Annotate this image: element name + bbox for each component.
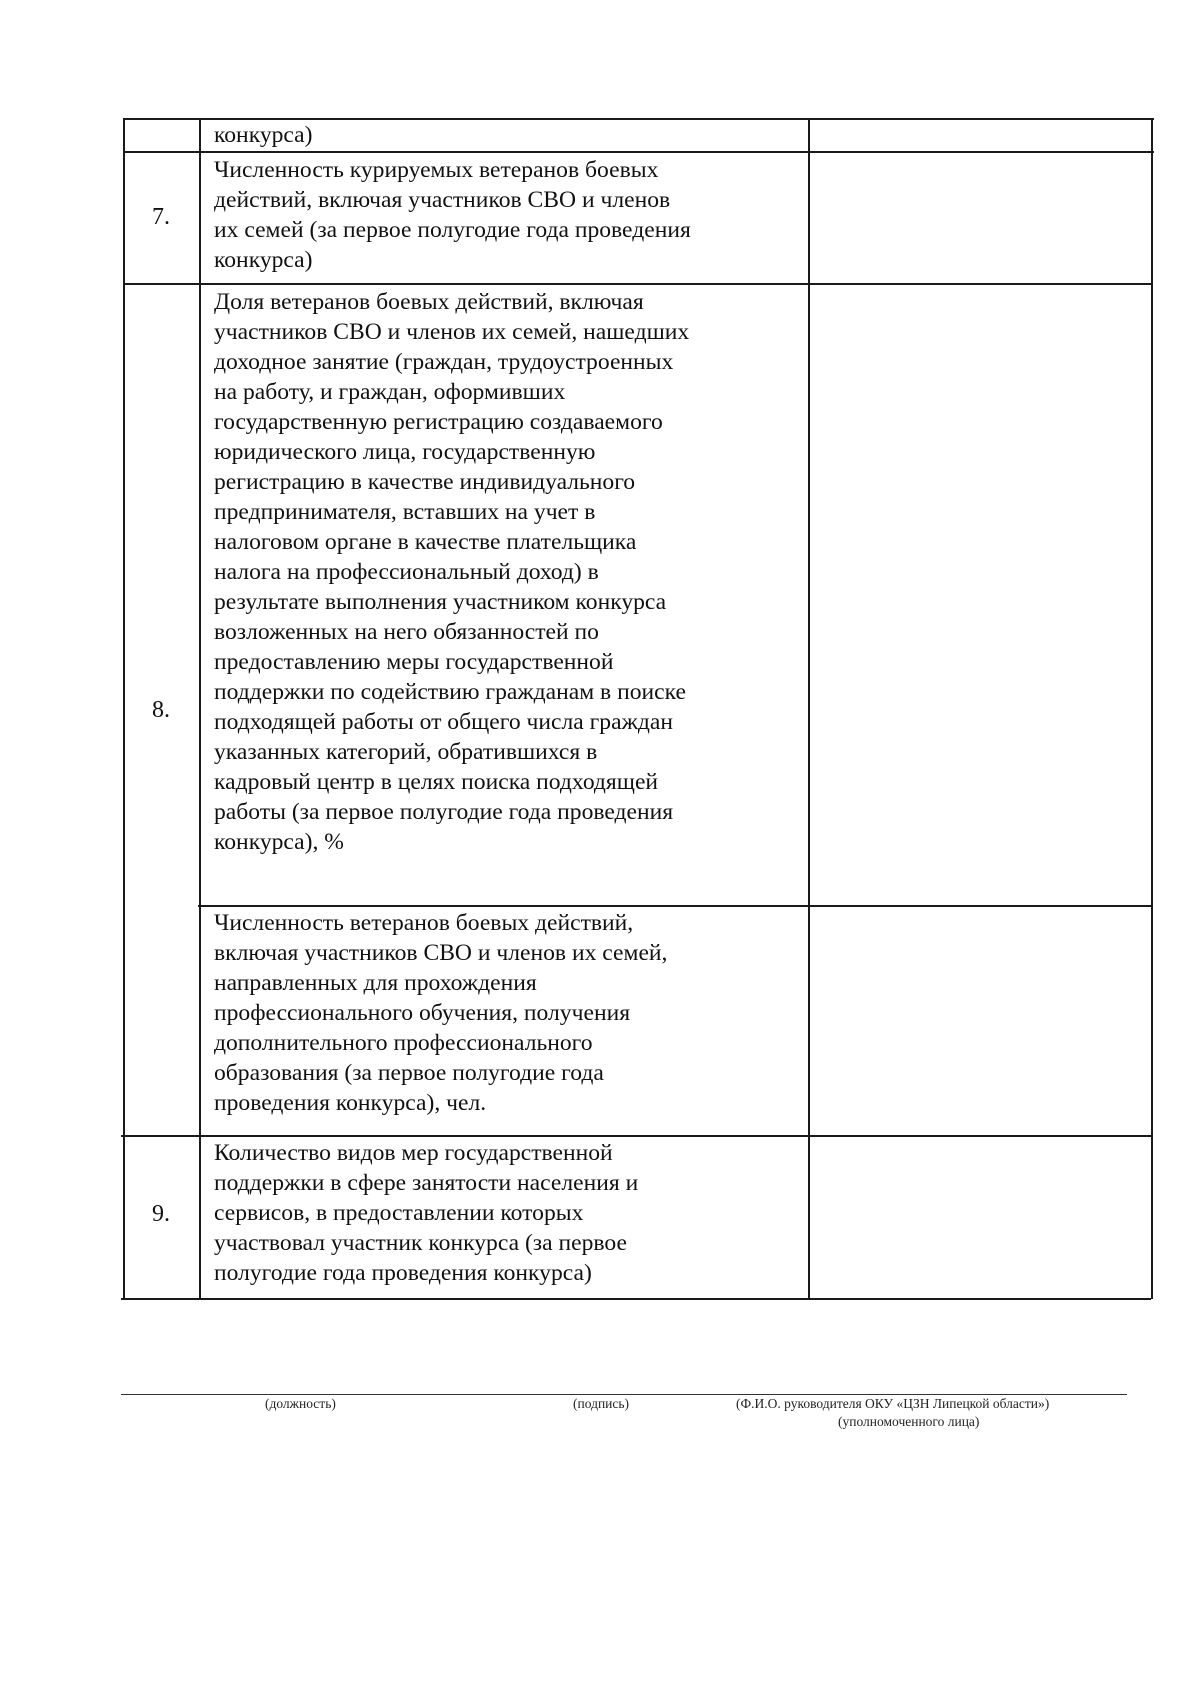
text-line: конкурса) bbox=[214, 247, 313, 273]
text-line: кадровый центр в целях поиска подходящей bbox=[214, 769, 659, 795]
text-line: предпринимателя, вставших на учет в bbox=[214, 499, 596, 525]
row-divider bbox=[121, 1135, 1151, 1137]
indicator-text bbox=[214, 287, 689, 857]
row-number: 7. bbox=[152, 204, 170, 230]
text-line: Количество видов мер государственной bbox=[214, 1140, 613, 1166]
row-divider bbox=[123, 283, 1153, 285]
signature-caption: (подпись) bbox=[573, 1396, 630, 1411]
table-border-left bbox=[123, 118, 125, 1299]
text-line: на работу, и граждан, оформивших bbox=[214, 379, 566, 405]
text-line: конкурса), % bbox=[214, 829, 344, 855]
text-line: дополнительного профессионального bbox=[214, 1030, 593, 1056]
indicator-text bbox=[214, 155, 691, 275]
table-border-right bbox=[1151, 118, 1153, 1299]
indicator-text bbox=[214, 120, 313, 150]
text-line: направленных для прохождения bbox=[214, 970, 537, 996]
text-line: полугодие года проведения конкурса) bbox=[214, 1260, 592, 1286]
text-line: Численность курируемых ветеранов боевых bbox=[214, 157, 659, 183]
text-line: поддержки по содействию гражданам в поиске bbox=[214, 679, 686, 705]
text-line: образования (за первое полугодие года bbox=[214, 1060, 604, 1086]
row-divider bbox=[124, 151, 1154, 153]
text-line: налоговом органе в качестве плательщика bbox=[214, 529, 637, 555]
indicator-text bbox=[214, 908, 667, 1118]
text-line: Доля ветеранов боевых действий, включая bbox=[214, 289, 644, 315]
text-line: действий, включая участников СВО и членов bbox=[214, 187, 671, 213]
row-number: 8. bbox=[152, 697, 170, 723]
name-caption: (Ф.И.О. руководителя ОКУ «ЦЗН Липецкой области») bbox=[736, 1396, 1050, 1411]
text-line: их семей (за первое полугодие года проведения bbox=[214, 217, 691, 243]
column-divider bbox=[199, 118, 201, 1299]
text-line: сервисов, в предоставлении которых bbox=[214, 1200, 584, 1226]
row-divider bbox=[198, 905, 1151, 907]
text-line: конкурса) bbox=[214, 122, 313, 148]
text-line: профессионального обучения, получения bbox=[214, 1000, 631, 1026]
text-line: указанных категорий, обратившихся в bbox=[214, 739, 598, 765]
text-line: предоставлению меры государственной bbox=[214, 649, 614, 675]
indicator-text bbox=[214, 1138, 638, 1288]
text-line: результате выполнения участником конкурса bbox=[214, 589, 667, 615]
position-caption: (должность) bbox=[265, 1396, 336, 1411]
text-line: Численность ветеранов боевых действий, bbox=[214, 910, 634, 936]
text-line: доходное занятие (граждан, трудоустроенных bbox=[214, 349, 674, 375]
text-line: поддержки в сфере занятости населения и bbox=[214, 1170, 639, 1196]
text-line: подходящей работы от общего числа граждан bbox=[214, 709, 673, 735]
text-line: государственную регистрацию создаваемого bbox=[214, 409, 663, 435]
text-line: проведения конкурса), чел. bbox=[214, 1090, 487, 1116]
text-line: возложенных на него обязанностей по bbox=[214, 619, 599, 645]
text-line: работы (за первое полугодие года проведения bbox=[214, 799, 674, 825]
signature-line bbox=[121, 1394, 1127, 1395]
text-line: участников СВО и членов их семей, нашедших bbox=[214, 319, 690, 345]
text-line: юридического лица, государственную bbox=[214, 439, 596, 465]
text-line: включая участников СВО и членов их семей, bbox=[214, 940, 668, 966]
column-divider bbox=[808, 118, 810, 1299]
name-caption-secondary: (уполномоченного лица) bbox=[838, 1414, 980, 1429]
text-line: налога на профессиональный доход) в bbox=[214, 559, 599, 585]
row-number: 9. bbox=[152, 1201, 170, 1227]
text-line: участвовал участник конкурса (за первое bbox=[214, 1230, 627, 1256]
text-line: регистрацию в качестве индивидуального bbox=[214, 469, 636, 495]
table-border-bottom bbox=[121, 1298, 1151, 1300]
